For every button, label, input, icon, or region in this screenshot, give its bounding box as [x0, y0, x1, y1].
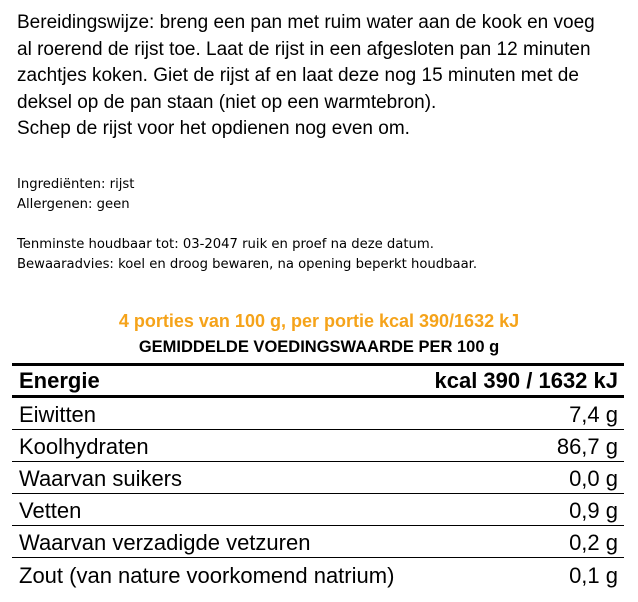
best-before-text: Tenminste houdbaar tot: 03-2047 ruik en proef na deze datum.	[17, 237, 434, 252]
ingredients-text: Ingrediënten: rijst	[17, 177, 135, 192]
preparation-line: deksel op de pan staan (niet op een warmtebron).	[17, 91, 437, 113]
preparation-line: Bereidingswijze: breng een pan met ruim water aan de kook en voeg	[17, 12, 595, 33]
servings-info: 4 porties van 100 g, per portie kcal 390/1632 kJ	[118, 311, 520, 331]
allergens-text: Allergenen: geen	[17, 196, 130, 212]
nutrient-value: 0,1 g	[569, 563, 618, 588]
nutrient-value: 86,7 g	[556, 434, 618, 459]
nutrient-label: Energie	[19, 368, 100, 393]
nutrition-row-salt	[12, 558, 624, 590]
nutrition-row-fat	[12, 494, 624, 526]
ingredients-block	[17, 175, 629, 214]
nutrient-label: Koolhydraten	[19, 434, 149, 459]
nutrition-row-saturated-fat	[12, 526, 624, 558]
nutrition-table-heading: GEMIDDELDE VOEDINGSWAARDE PER 100 g	[138, 338, 500, 356]
nutrient-value: 0,9 g	[569, 498, 618, 523]
nutrition-row-energy	[12, 366, 624, 398]
nutrient-label: Waarvan suikers	[19, 466, 183, 491]
nutrition-row-sugars	[12, 462, 624, 494]
storage-advice-text: Bewaaradvies: koel en droog bewaren, na opening beperkt houdbaar.	[17, 256, 478, 272]
nutrition-row-carbohydrates	[12, 430, 624, 462]
nutrient-label: Waarvan verzadigde vetzuren	[19, 530, 311, 555]
nutrient-value: 0,2 g	[569, 530, 618, 555]
preparation-instructions	[17, 10, 629, 143]
preparation-line: zachtjes koken. Giet de rijst af en laat deze nog 15 minuten met de	[17, 65, 579, 86]
nutrition-table	[12, 363, 624, 590]
nutrient-label: Zout (van nature voorkomend natrium)	[19, 563, 395, 588]
nutrition-row-protein	[12, 398, 624, 430]
nutrient-value: 7,4 g	[569, 402, 618, 427]
nutrient-label: Eiwitten	[19, 402, 97, 427]
nutrient-value: kcal 390 / 1632 kJ	[434, 368, 618, 393]
nutrient-value: 0,0 g	[569, 466, 618, 491]
preparation-line: Schep de rijst voor het opdienen nog even om.	[17, 118, 410, 139]
preparation-line: al roerend de rijst toe. Laat de rijst in een afgesloten pan 12 minuten	[17, 38, 591, 60]
shelf-life-block	[17, 235, 629, 274]
nutrient-label: Vetten	[19, 498, 82, 523]
